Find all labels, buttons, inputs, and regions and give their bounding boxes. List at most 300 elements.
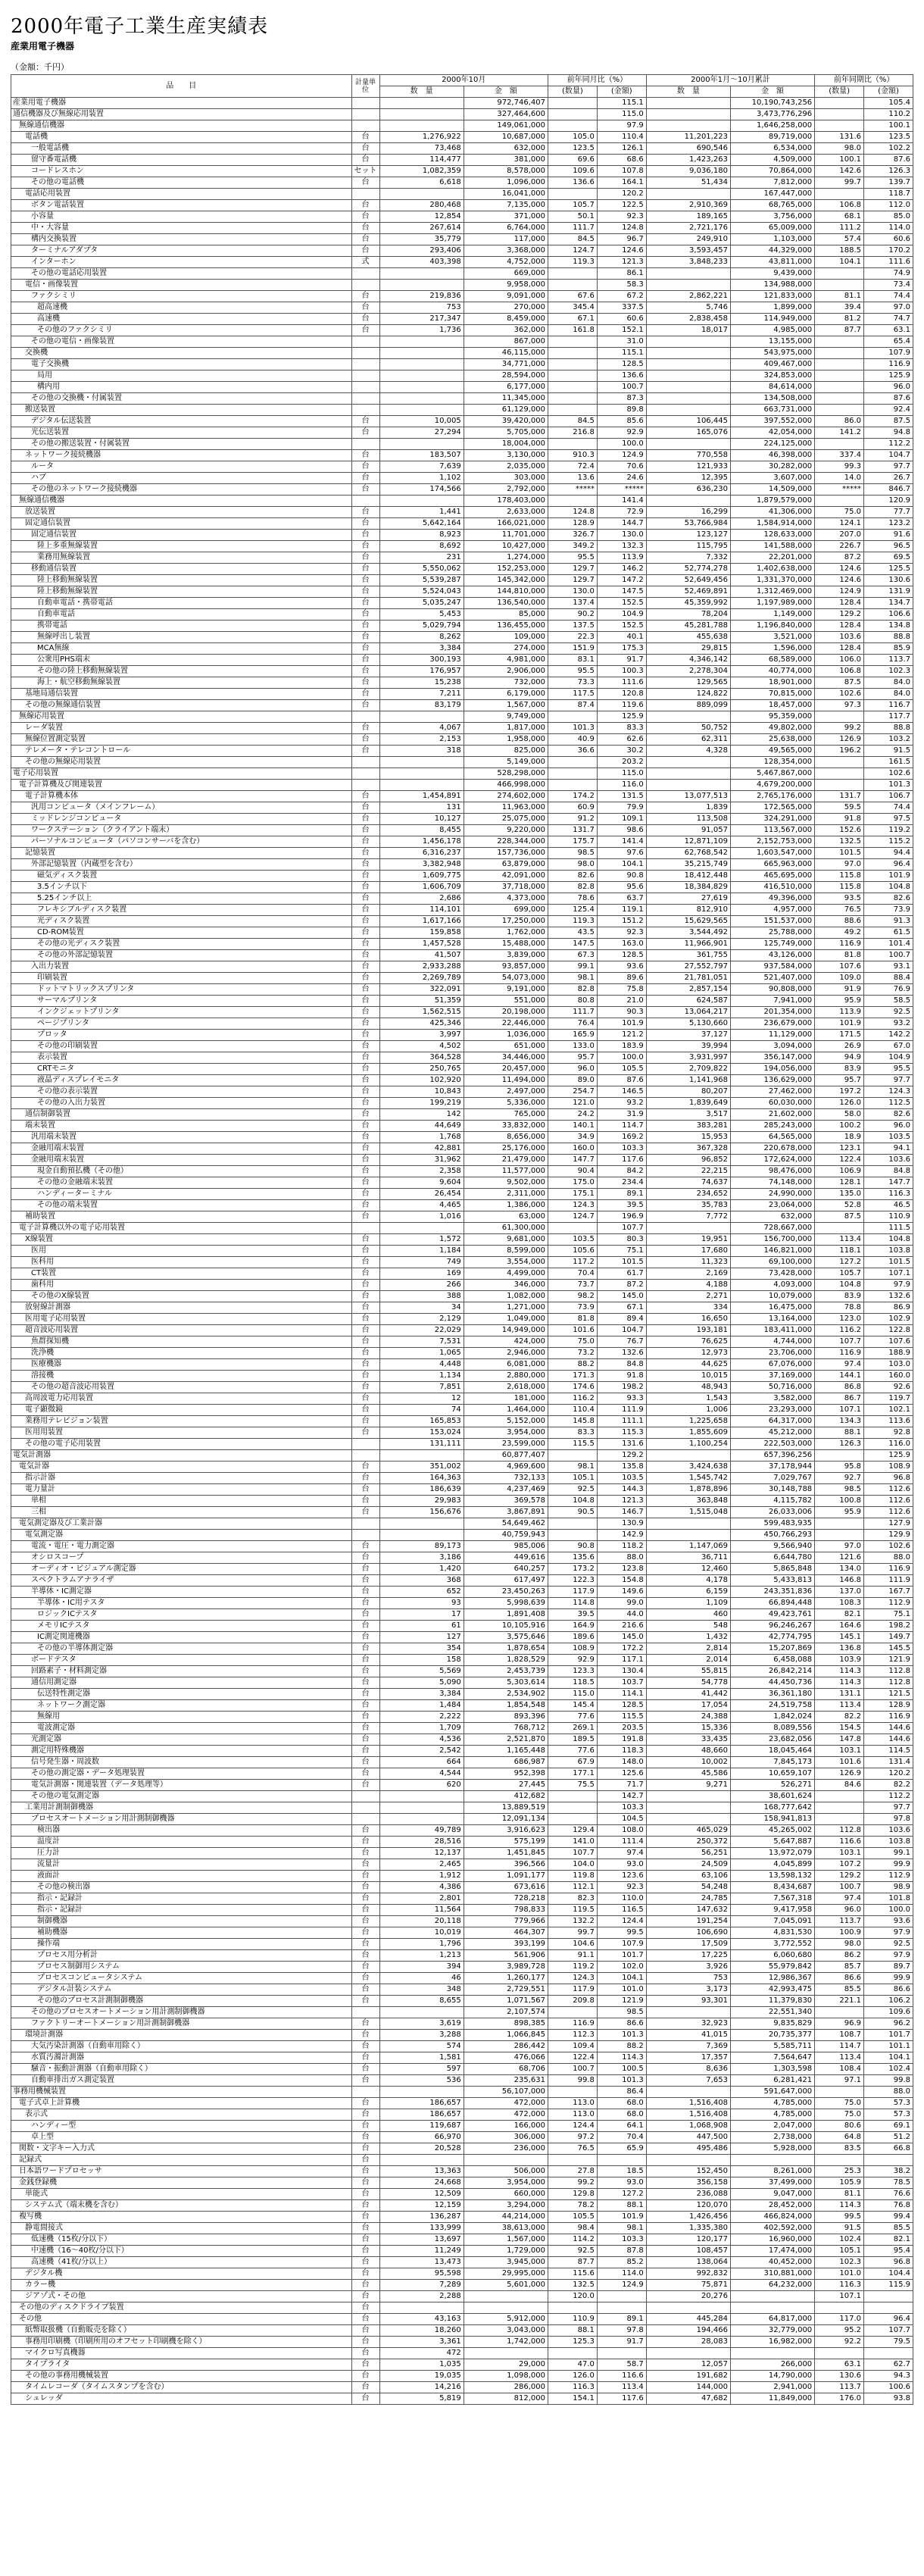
cumulative-quantity: 1,855,609 (646, 1427, 730, 1439)
table-row (11, 1450, 913, 1462)
cumulative-quantity: 1,335,380 (646, 2223, 730, 2234)
cumulative-amount: 23,293,000 (730, 1405, 814, 1416)
month-quantity-pct (548, 280, 597, 291)
table-row (11, 621, 913, 632)
month-quantity (379, 1814, 464, 1825)
cumulative-quantity: 334 (646, 1302, 730, 1314)
cumulative-quantity-pct (815, 2348, 864, 2359)
cumulative-quantity-pct: 83.9 (815, 1291, 864, 1302)
table-row (11, 1484, 913, 1496)
cumulative-amount: 125,749,000 (730, 939, 814, 950)
month-amount-pct: 121.3 (597, 257, 646, 268)
header-cum-amt: 金 額 (730, 86, 814, 98)
month-quantity-pct: 124.4 (548, 2121, 597, 2132)
cumulative-quantity-pct: 96.0 (815, 1905, 864, 1916)
month-amount: 11,701,000 (464, 530, 548, 541)
month-quantity: 1,562,515 (379, 1007, 464, 1018)
table-row (11, 1439, 913, 1450)
cumulative-quantity-pct: 132.5 (815, 836, 864, 848)
unit-cell: 台 (351, 1086, 379, 1098)
month-quantity-pct: 83.3 (548, 1427, 597, 1439)
month-quantity-pct: 88.2 (548, 1359, 597, 1371)
cumulative-quantity-pct (815, 348, 864, 359)
month-amount: 42,091,000 (464, 871, 548, 882)
table-row (11, 552, 913, 564)
item-name: ボードテスタ (11, 1655, 352, 1666)
unit-cell: 台 (351, 211, 379, 223)
cumulative-amount-pct: 112.9 (864, 1598, 913, 1609)
cumulative-amount: 136,629,000 (730, 1075, 814, 1086)
cumulative-amount: 65,009,000 (730, 223, 814, 234)
unit-cell: 台 (351, 2200, 379, 2212)
month-quantity: 5,569 (379, 1666, 464, 1677)
table-row (11, 1882, 913, 1893)
unit-cell: 台 (351, 1746, 379, 1757)
unit-cell (351, 120, 379, 132)
item-name: 端末装置 (11, 1121, 352, 1132)
unit-cell (351, 1791, 379, 1802)
month-quantity: 133,999 (379, 2223, 464, 2234)
cumulative-amount-pct: 58.5 (864, 996, 913, 1007)
month-amount-pct: 86.1 (597, 268, 646, 280)
month-amount: 7,135,000 (464, 200, 548, 211)
cumulative-quantity-pct (815, 768, 864, 780)
month-quantity-pct: 132.5 (548, 2280, 597, 2291)
month-amount: 369,578 (464, 1496, 548, 1507)
month-amount-pct: 152.5 (597, 598, 646, 609)
item-name: ハンディーターミナル (11, 1189, 352, 1200)
cumulative-amount-pct: 96.0 (864, 1121, 913, 1132)
cumulative-amount: 543,975,000 (730, 348, 814, 359)
month-amount: 2,792,000 (464, 484, 548, 496)
table-row (11, 1837, 913, 1848)
unit-cell: 台 (351, 723, 379, 734)
month-amount-pct: 163.0 (597, 939, 646, 950)
cumulative-quantity: 1,839,649 (646, 1098, 730, 1109)
month-quantity: 364,528 (379, 1052, 464, 1064)
month-amount-pct: 113.9 (597, 552, 646, 564)
month-amount: 1,082,000 (464, 1291, 548, 1302)
month-quantity: 250,765 (379, 1064, 464, 1075)
month-quantity: 3,288 (379, 2030, 464, 2041)
cumulative-quantity-pct: 91.8 (815, 814, 864, 825)
cumulative-quantity-pct: 128.1 (815, 1177, 864, 1189)
month-amount: 327,464,600 (464, 109, 548, 120)
unit-cell: 台 (351, 302, 379, 314)
table-row (11, 1348, 913, 1359)
month-quantity: 2,269,789 (379, 973, 464, 984)
cumulative-quantity-pct: 164.6 (815, 1621, 864, 1632)
cumulative-amount: 28,452,000 (730, 2200, 814, 2212)
month-quantity-pct: 122.4 (548, 2052, 597, 2064)
cumulative-quantity-pct: 102.6 (815, 689, 864, 700)
month-quantity-pct (548, 2155, 597, 2166)
cumulative-amount-pct: 88.8 (864, 632, 913, 643)
table-row (11, 1905, 913, 1916)
unit-cell: 式 (351, 257, 379, 268)
month-amount-pct: 91.7 (597, 655, 646, 666)
cumulative-amount: 9,566,940 (730, 1541, 814, 1552)
month-amount-pct: 76.7 (597, 1336, 646, 1348)
unit-cell: 台 (351, 1018, 379, 1030)
month-amount-pct: 144.3 (597, 1484, 646, 1496)
cumulative-amount: 70,815,000 (730, 689, 814, 700)
cumulative-quantity (646, 2007, 730, 2018)
cumulative-quantity-pct: 99.5 (815, 2212, 864, 2223)
item-name: CRTモニタ (11, 1064, 352, 1075)
month-quantity-pct: 189.5 (548, 1734, 597, 1746)
month-quantity-pct: 123.5 (548, 143, 597, 155)
month-quantity-pct: 116.2 (548, 1393, 597, 1405)
cumulative-quantity: 56,251 (646, 1848, 730, 1859)
cumulative-quantity-pct: 83.9 (815, 1064, 864, 1075)
month-quantity (379, 768, 464, 780)
cumulative-quantity-pct: 91.9 (815, 984, 864, 996)
month-amount: 33,832,000 (464, 1121, 548, 1132)
cumulative-amount-pct: 84.8 (864, 1166, 913, 1177)
unit-cell: 台 (351, 2109, 379, 2121)
month-quantity-pct: 100.7 (548, 2064, 597, 2075)
table-row (11, 802, 913, 814)
month-amount-pct: 111.9 (597, 1405, 646, 1416)
cumulative-amount: 7,045,091 (730, 1916, 814, 1927)
cumulative-quantity-pct: 123.0 (815, 1314, 864, 1325)
cumulative-quantity: 5,746 (646, 302, 730, 314)
unit-cell: 台 (351, 2166, 379, 2177)
month-quantity: 131,111 (379, 1439, 464, 1450)
cumulative-quantity-pct (815, 780, 864, 791)
item-name: 入出力装置 (11, 961, 352, 973)
month-quantity (379, 109, 464, 120)
unit-cell: 台 (351, 200, 379, 211)
cumulative-amount-pct: 88.8 (864, 723, 913, 734)
month-quantity-pct: 73.2 (548, 1348, 597, 1359)
month-amount: 166,000 (464, 2121, 548, 2132)
month-amount-pct: 104.1 (597, 1973, 646, 1984)
cumulative-amount-pct: 85.9 (864, 643, 913, 655)
cumulative-amount: 68,589,000 (730, 655, 814, 666)
cumulative-amount: 6,281,421 (730, 2075, 814, 2087)
cumulative-quantity: 52,649,456 (646, 575, 730, 586)
cumulative-amount: 599,483,935 (730, 1518, 814, 1530)
month-quantity-pct: 135.6 (548, 1552, 597, 1564)
month-amount: 1,071,567 (464, 1996, 548, 2007)
month-amount: 9,681,000 (464, 1234, 548, 1246)
header-period-cumulative: 2000年1月～10月累計 (646, 75, 814, 86)
month-quantity-pct: 89.0 (548, 1075, 597, 1086)
cumulative-quantity-pct (815, 1814, 864, 1825)
cumulative-amount: 128,633,000 (730, 530, 814, 541)
cumulative-amount: 4,785,000 (730, 2098, 814, 2109)
cumulative-quantity-pct: 101.6 (815, 1757, 864, 1768)
cumulative-quantity-pct: 64.8 (815, 2132, 864, 2143)
month-quantity: 186,639 (379, 1484, 464, 1496)
cumulative-quantity (646, 370, 730, 382)
month-amount: 640,257 (464, 1564, 548, 1575)
month-amount-pct: 101.3 (597, 2030, 646, 2041)
cumulative-quantity: 236,088 (646, 2189, 730, 2200)
month-amount-pct: 115.3 (597, 1427, 646, 1439)
cumulative-quantity-pct: 52.8 (815, 1200, 864, 1211)
cumulative-amount: 310,881,000 (730, 2268, 814, 2280)
month-quantity: 15,238 (379, 677, 464, 689)
month-amount: 25,075,000 (464, 814, 548, 825)
month-amount-pct: 103.3 (597, 2234, 646, 2246)
month-quantity-pct: 111.7 (548, 223, 597, 234)
cumulative-amount: 402,592,000 (730, 2223, 814, 2234)
cumulative-quantity-pct: 81.1 (815, 291, 864, 302)
month-quantity: 142 (379, 1109, 464, 1121)
unit-cell: 台 (351, 1552, 379, 1564)
cumulative-quantity-pct: 106.8 (815, 666, 864, 677)
month-amount: 1,096,000 (464, 177, 548, 189)
table-row (11, 393, 913, 405)
item-name: プロセスオートメーション用計測制御機器 (11, 1814, 352, 1825)
month-quantity: 34 (379, 1302, 464, 1314)
unit-cell: 台 (351, 1496, 379, 1507)
cumulative-quantity: 3,173 (646, 1984, 730, 1996)
table-row (11, 1189, 913, 1200)
month-quantity (379, 2087, 464, 2098)
month-amount-pct: 110.0 (597, 1893, 646, 1905)
cumulative-amount: 40,452,000 (730, 2257, 814, 2268)
month-amount-pct: 111.6 (597, 677, 646, 689)
table-row (11, 1871, 913, 1882)
month-quantity-pct: 115.0 (548, 1689, 597, 1700)
cumulative-quantity: 24,785 (646, 1893, 730, 1905)
item-name: 補助機器 (11, 1927, 352, 1939)
month-quantity-pct: 910.3 (548, 450, 597, 461)
item-name: デジタル伝送装置 (11, 416, 352, 427)
table-row (11, 1655, 913, 1666)
month-amount-pct: 152.1 (597, 325, 646, 336)
month-quantity-pct: 112.3 (548, 2030, 597, 2041)
cumulative-quantity: 4,188 (646, 1280, 730, 1291)
unit-cell: 台 (351, 1984, 379, 1996)
month-amount-pct: 131.6 (597, 1439, 646, 1450)
month-amount: 699,000 (464, 905, 548, 916)
cumulative-quantity-pct: 171.5 (815, 1030, 864, 1041)
month-quantity-pct: 84.5 (548, 234, 597, 245)
month-quantity: 169 (379, 1268, 464, 1280)
cumulative-quantity-pct: 97.4 (815, 1359, 864, 1371)
month-amount: 4,499,000 (464, 1268, 548, 1280)
cumulative-amount-pct: 121.5 (864, 1689, 913, 1700)
month-quantity: 1,609,775 (379, 871, 464, 882)
cumulative-amount: 222,503,000 (730, 1439, 814, 1450)
cumulative-quantity: 1,141,968 (646, 1075, 730, 1086)
month-quantity: 61 (379, 1621, 464, 1632)
item-name: その他の外部記憶装置 (11, 950, 352, 961)
table-row (11, 905, 913, 916)
cumulative-quantity-pct: 91.5 (815, 2223, 864, 2234)
cumulative-amount: 84,614,000 (730, 382, 814, 393)
unit-cell (351, 2087, 379, 2098)
cumulative-quantity: 992,832 (646, 2268, 730, 2280)
month-quantity-pct: 115.6 (548, 2268, 597, 2280)
month-amount-pct: 100.5 (597, 2064, 646, 2075)
month-amount: 412,682 (464, 1791, 548, 1802)
cumulative-amount-pct: 96.2 (864, 2018, 913, 2030)
month-amount: 5,705,000 (464, 427, 548, 439)
cumulative-quantity: 1,068,908 (646, 2121, 730, 2132)
month-quantity (379, 1791, 464, 1802)
cumulative-amount: 18,901,000 (730, 677, 814, 689)
month-amount-pct: 99.0 (597, 1598, 646, 1609)
item-name: 操作端 (11, 1939, 352, 1950)
cumulative-amount: 1,196,840,000 (730, 621, 814, 632)
cumulative-amount-pct: 74.9 (864, 268, 913, 280)
cumulative-amount: 20,735,377 (730, 2030, 814, 2041)
item-name: プロセス制御用システム (11, 1962, 352, 1973)
table-row (11, 1587, 913, 1598)
unit-cell: 台 (351, 1166, 379, 1177)
month-amount-pct: 116.6 (597, 2371, 646, 2382)
item-name: 汎用端末装置 (11, 1132, 352, 1143)
month-amount-pct: 70.4 (597, 2132, 646, 2143)
month-amount-pct: 71.7 (597, 1780, 646, 1791)
month-amount: 9,091,000 (464, 291, 548, 302)
month-amount: 1,464,000 (464, 1405, 548, 1416)
cumulative-quantity-pct: 105.1 (815, 2246, 864, 2257)
unit-cell (351, 1802, 379, 1814)
item-name: ハンディー型 (11, 2121, 352, 2132)
cumulative-quantity-pct: 123.1 (815, 1143, 864, 1155)
cumulative-amount: 591,647,000 (730, 2087, 814, 2098)
cumulative-amount-pct: 93.8 (864, 2393, 913, 2405)
item-name: 電波測定器 (11, 1723, 352, 1734)
month-amount: 669,000 (464, 268, 548, 280)
table-row (11, 1473, 913, 1484)
unit-cell: 台 (351, 1291, 379, 1302)
month-amount-pct: 65.9 (597, 2143, 646, 2155)
month-amount: 893,396 (464, 1712, 548, 1723)
cumulative-amount: 657,396,256 (730, 1450, 814, 1462)
month-quantity: 5,550,062 (379, 564, 464, 575)
cumulative-amount-pct: 170.2 (864, 245, 913, 257)
month-quantity: 24,668 (379, 2177, 464, 2189)
unit-cell: 台 (351, 1609, 379, 1621)
cumulative-amount-pct: 46.5 (864, 1200, 913, 1211)
table-row (11, 2348, 913, 2359)
month-amount-pct: 118.2 (597, 1541, 646, 1552)
unit-cell: 台 (351, 825, 379, 836)
cumulative-quantity (646, 336, 730, 348)
month-amount: 286,442 (464, 2041, 548, 2052)
month-amount: 2,946,000 (464, 1348, 548, 1359)
cumulative-amount-pct: 91.6 (864, 530, 913, 541)
cumulative-amount: 42,993,475 (730, 1984, 814, 1996)
cumulative-quantity: 80,207 (646, 1086, 730, 1098)
month-amount: 1,036,000 (464, 1030, 548, 1041)
unit-cell (351, 109, 379, 120)
month-quantity (379, 2155, 464, 2166)
cumulative-quantity-pct: 101.0 (815, 2268, 864, 2280)
header-qty: 数 量 (379, 86, 464, 98)
cumulative-amount: 32,779,000 (730, 2325, 814, 2337)
cumulative-quantity: 2,910,369 (646, 200, 730, 211)
cumulative-quantity: 770,558 (646, 450, 730, 461)
month-amount: 2,521,870 (464, 1734, 548, 1746)
month-quantity: 114,477 (379, 155, 464, 166)
cumulative-amount: 26,033,006 (730, 1507, 814, 1518)
cumulative-amount: 7,564,647 (730, 2052, 814, 2064)
cumulative-quantity-pct: 86.0 (815, 416, 864, 427)
cumulative-quantity: 63,106 (646, 1871, 730, 1882)
cumulative-quantity-pct: 108.3 (815, 1598, 864, 1609)
cumulative-quantity: 41,015 (646, 2030, 730, 2041)
cumulative-quantity-pct: 107.7 (815, 1336, 864, 1348)
cumulative-amount-pct: 107.6 (864, 1336, 913, 1348)
table-row (11, 575, 913, 586)
item-name: 電子交換機 (11, 359, 352, 370)
month-quantity-pct (548, 120, 597, 132)
cumulative-quantity-pct: 87.5 (815, 1211, 864, 1223)
cumulative-quantity-pct: 113.7 (815, 1916, 864, 1927)
month-amount-pct: 183.9 (597, 1041, 646, 1052)
cumulative-amount: 356,147,000 (730, 1052, 814, 1064)
item-name: その他の検出器 (11, 1882, 352, 1893)
item-name: オーディオ・ビジュアル測定器 (11, 1564, 352, 1575)
month-amount-pct: 92.3 (597, 927, 646, 939)
month-quantity: 13,473 (379, 2257, 464, 2268)
cumulative-amount-pct: 104.1 (864, 2052, 913, 2064)
cumulative-quantity: 1,839 (646, 802, 730, 814)
cumulative-amount-pct: 125.9 (864, 370, 913, 382)
table-row (11, 609, 913, 621)
table-row (11, 2212, 913, 2223)
month-amount-pct: 89.1 (597, 1189, 646, 1200)
month-amount: 3,916,623 (464, 1825, 548, 1837)
cumulative-amount-pct: 82.1 (864, 2234, 913, 2246)
cumulative-quantity-pct: 57.4 (815, 234, 864, 245)
cumulative-amount-pct: 124.3 (864, 1086, 913, 1098)
cumulative-amount-pct: 116.9 (864, 1712, 913, 1723)
cumulative-quantity-pct: 134.0 (815, 1564, 864, 1575)
item-name: 金融用端末装置 (11, 1143, 352, 1155)
cumulative-amount-pct: 92.4 (864, 405, 913, 416)
unit-cell: 台 (351, 2246, 379, 2257)
month-quantity-pct (548, 496, 597, 507)
cumulative-quantity-pct: 122.4 (815, 1155, 864, 1166)
month-quantity (379, 780, 464, 791)
unit-cell (351, 98, 379, 109)
month-amount-pct: 72.9 (597, 507, 646, 518)
cumulative-amount-pct: 102.1 (864, 1405, 913, 1416)
month-amount: 1,817,000 (464, 723, 548, 734)
table-row (11, 1927, 913, 1939)
month-quantity-pct: 125.3 (548, 2337, 597, 2348)
cumulative-amount-pct: 122.8 (864, 1325, 913, 1336)
item-name: その他の金融端末装置 (11, 1177, 352, 1189)
month-amount-pct: 98.6 (597, 825, 646, 836)
month-quantity (379, 280, 464, 291)
cumulative-amount-pct: 112.5 (864, 1098, 913, 1109)
unit-cell: 台 (351, 1939, 379, 1950)
month-quantity: 1,617,166 (379, 916, 464, 927)
month-quantity: 10,127 (379, 814, 464, 825)
month-quantity-pct: 82.6 (548, 871, 597, 882)
item-name: 無線通信機器 (11, 496, 352, 507)
table-row (11, 234, 913, 245)
month-quantity-pct: 119.8 (548, 1871, 597, 1882)
unit-cell (351, 382, 379, 393)
item-name: ネットワーク接続機器 (11, 450, 352, 461)
table-row (11, 655, 913, 666)
cumulative-quantity: 191,254 (646, 1916, 730, 1927)
month-amount: 117,000 (464, 234, 548, 245)
month-quantity-pct: 174.6 (548, 1382, 597, 1393)
